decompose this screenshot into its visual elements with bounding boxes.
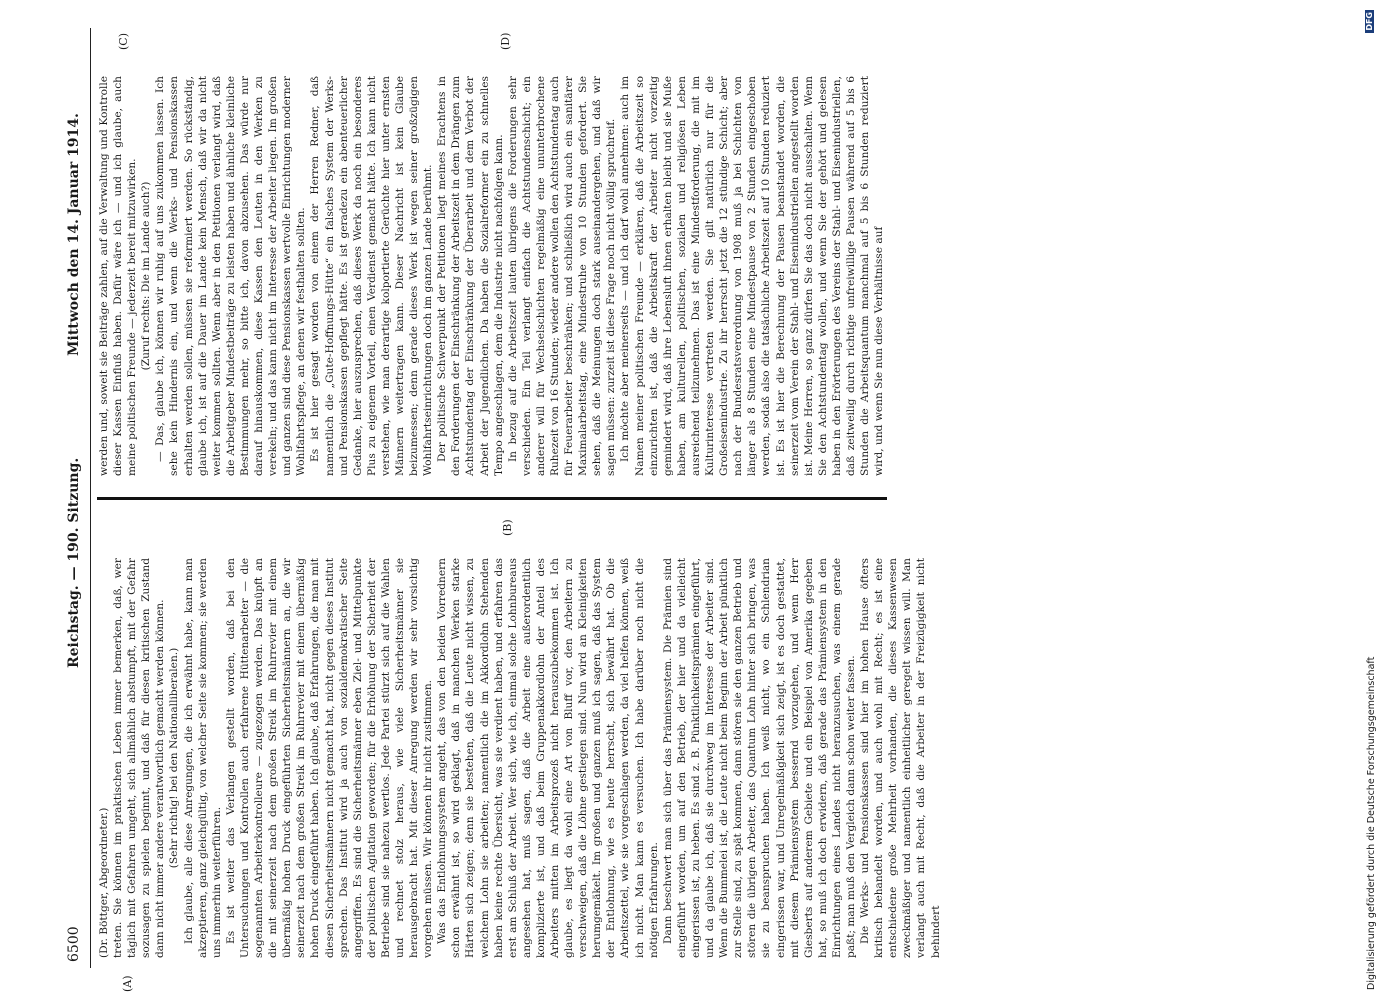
interjection: (Zuruf rechts: Die im Lande auch?): [140, 181, 153, 371]
left-column: [97, 558, 942, 958]
dfg-logo: DFG: [1365, 12, 1374, 31]
paragraph: werden und, soweit sie Beiträge zahlen, auf die Verwaltung und Kontrolle dieser Kassen Einfluß haben. Dafür wäre ich — und ich glaube, auch meine politischen Freunde — jederzeit bereit mitzuwirken.: [98, 76, 139, 476]
page-header: [62, 28, 91, 968]
paragraph: Es ist weiter das Verlangen gestellt worden, daß bei den Untersuchungen und Kontrollen auch erfahrene Hüttenarbeiter — die sogenannten Arbeiterkontrolleure — zugezogen werden. Das knüpft an die mit seinerzeit nach dem großen Streik im Ruhrrevier mit einem übermäßig hohen Druck eingeführten Sicherheitsmännern an, die wir seinerzeit nach dem großen Streik im Ruhrrevier mit einem übermäßig hohen Druck eingeführt haben. Ich glaube, daß Erfahrungen, die man mit diesen Sicherheitsmännern nicht gemacht hat, nicht gegen dieses Institut sprechen. Das Institut wird ja auch von sozialdemokratischer Seite angegriffen. Es sind die Sicherheitsmänner eben Ziel- und Mittelpunkte der politischen Agitation geworden; für die Erhöhung der Sicherheit der Betriebe sind sie nahezu wertlos. Jede Partei stürzt sich auf die Wahlen und rechnet stolz heraus, wie viele Sicherheitsmänner sie herausgebracht hat. Mit dieser Anregung werden wir sehr vorsichtig vorgehen müssen. Wir können ihr nicht zustimmen.: [224, 558, 435, 958]
right-column: [97, 76, 887, 476]
margin-marker-c: (C): [117, 33, 130, 50]
speaker-line: (Dr. Böttger, Abgeordneter.): [98, 807, 110, 958]
margin-marker-a: (A): [121, 975, 134, 992]
paragraph: In bezug auf die Arbeitszeit lauten übrigens die Forderungen sehr verschieden. Ein Teil verlangt einfach die Achtstundenschicht; ein anderer will für Wechselschichten regelmäßig eine ununterbrochene Ruhezeit von 16 Stunden; wieder andere wollen den Achtstundentag auch für Feuerarbeiter beschränken; und schließlich wird auch ein sanitärer Maximalarbeitstag, eine Mindestruhe von 10 Stunden gefordert. Sie sehen, daß die Meinungen doch stark auseinandergehen, und daß wir sagen müssen: zurzeit ist diese Frage noch nicht völlig spruchreif.: [506, 76, 618, 476]
paragraph: Die Werks- und Pensionskassen sind hier im hohen Hause öfters kritisch behandelt worden, und auch wohl mit Recht; es ist eine entschiedene große Mehrheit vorhanden, die dieses Kassenwesen zweckmäßiger und namentlich einheitlicher geregelt wissen will. Man verlangt auch mit Recht, daß die Arbeiter in der Freizügigkeit nicht behindert: [859, 558, 942, 958]
column-divider: [97, 497, 887, 500]
session-date: Mittwoch den 14. Januar 1914.: [66, 113, 82, 356]
paragraph: — Das, glaube ich, können wir ruhig auf uns zukommen lassen. Ich sehe kein Hindernis ein, und wenn die Werks- und Pensionskassen erhalten werden sollen, müssen sie reformiert werden. So rückständig, glaube ich, ist auf die Dauer im Lande kein Mensch, daß wir da nicht weiter kommen sollten. Wenn aber in den Petitionen verlangt wird, daß die Arbeitgeber Mindestbeiträge zu leisten haben und ähnliche kleinliche Bestimmungen mehr, so bitte ich, davon abzusehen. Das würde nur darauf hinauskommen, diese Kassen den Leuten in den Werken zu verekeln; und das kann nicht im Interesse der Arbeiter liegen. Im großen und ganzen sind diese Pensionskassen wertvolle Einrichtungen moderner Wohlfahrtspflege, an denen wir festhalten sollten.: [154, 76, 308, 476]
paragraph: Ich glaube, alle diese Anregungen, die ich erwähnt habe, kann man akzeptieren, ganz gleichgültig, von welcher Seite sie kommen; sie werden uns immerhin weiterführen.: [182, 558, 223, 958]
digitization-credit: [1366, 10, 1380, 990]
page-number: 6500: [66, 926, 82, 962]
interjection: (Sehr richtig! bei den Nationalliberalen.): [168, 647, 181, 869]
session-title: Reichstag. — 190. Sitzung.: [66, 457, 82, 668]
rotated-document-page: [62, 28, 942, 992]
margin-marker-d: (D): [499, 32, 512, 50]
margin-marker-b: (B): [501, 519, 514, 536]
paragraph: Der politische Schwerpunkt der Petitionen liegt meines Erachtens in den Forderungen der Einschränkung der Arbeitszeit in dem Drängen zum Achtstundentag der Einschränkung der Überarbeit und dem Verbot der Arbeit der Jugendlichen. Da haben die Sozialreformer ein zu schnelles Tempo angeschlagen, dem die Industrie nicht nachfolgen kann.: [436, 76, 505, 476]
paragraph: treten. Sie können im praktischen Leben immer bemerken, daß, wer täglich mit Gefahren umgeht, sich allmählich abstumpft, mit der Gefahr sozusagen zu spielen beginnt, und daß für diesen kritischen Zustand dann nicht immer andere verantwortlich gemacht werden können.: [112, 558, 167, 958]
text-columns: [91, 28, 942, 992]
paragraph: Ich möchte aber meinerseits — und ich darf wohl annehmen: auch im Namen meiner politischen Freunde — erklären, daß die Arbeitszeit so einzurichten ist, daß die Arbeitskraft der Arbeiter nicht vorzeitig gemindert wird, daß ihre Lebensluft ihnen erhalten bleibt und sie Muße haben, am kulturellen, politischen, sozialen und religiösen Leben ausreichend teilzunehmen. Das ist eine Mindestforderung, die mit im Kulturinteresse vertreten werden. Sie gilt natürlich nur für die Großeisenindustrie. Zu ihr herrscht jetzt die 12 stündige Schicht; aber nach der Bundesratsverordnung von 1908 muß ja bei Schichten von länger als 8 Stunden eine Mindestpause von 2 Stunden eingeschoben werden, sodaß also die tatsächliche Arbeitszeit auf 10 Stunden reduziert ist. Es ist hier die Berechnung der Pausen beanstandet worden, die seinerzeit vom Verein der Stahl- und Eisenindustriellen angestellt worden ist. Meine Herren, so ganz dürfen Sie das doch nicht ausschalten. Wenn Sie den Achtstundentag wollen, und wenn Sie der gehört und gelesen haben in den Erörterungen des Vereins der Stahl- und Eisenindustriellen, daß zeitweilig durch richtige unfreiwillige Pausen während auf 5 bis 6 Stunden die Arbeitsquantum manchmal auf 5 bis 6 Stunden reduziert wird, und wenn Sie nun diese Verhältnisse auf: [619, 76, 886, 476]
paragraph: Es ist hier gesagt worden von einem der Herren Redner, daß namentlich die „Gute-Hoffnungs-Hütte“ ein falsches System der Werks- und Pensionskassen gepflegt hätte. Es ist geradezu ein abenteuerlicher Gedanke, hier auszusprechen, daß dieses Werk da noch ein besonderes Plus zu eigenem Vorteil, einen Verdienst gemacht hätte. Ich kann nicht verstehen, wie man derartige kolportierte Gerüchte hier unter ernsten Männern weitertragen kann. Dieser Nachricht ist kein Glaube beizumessen; denn gerade dieses Werk ist wegen seiner großzügigen Wohlfahrtseinrichtungen doch im ganzen Lande berühmt.: [309, 76, 435, 476]
paragraph: Dann beschwert man sich über das Prämiensystem. Die Prämien sind eingeführt worden, um auf den Betrieb, der hier und da vielleicht eingerissen ist, zu heben. Es sind z. B. Pünktlichkeitsprämien eingeführt, und da glaube ich, daß sie durchweg im Interesse der Arbeiter sind. Wenn die Bummelei ist, die Leute nicht beim Beginn der Arbeit pünktlich zur Stelle sind, zu spät kommen, dann stören sie den ganzen Betrieb und stören die übrigen Arbeiter, das Quantum Lohn hinter sich bringen, was sie zu beanspruchen haben. Ich weiß nicht, wo ein Schlendrian eingerissen war, und Unregelmäßigkeit sich zeigt, ist es doch gestattet, mit diesem Prämiensystem bessernd vorzugehen, und wenn Herr Giesberts auf anderem Gebiete und ein Beispiel von Amerika gegeben hat, so muß ich doch erwidern, daß gerade das Prämiensystem in den Einrichtungen eines Landes nicht heranzusuchen, was einem gerade paßt; man muß den Vergleich dann schon weiter fassen.: [661, 558, 857, 958]
credit-text: Digitalisierung gefördert durch die Deutsche Forschungsgemeinschaft: [1366, 656, 1377, 990]
paragraph: Was das Entlohnungssystem angeht, das von den beiden Vorrednern schon erwähnt ist, so wird geklagt, daß in manchen Werken starke Härten sich zeigen; denn sie bestehen, daß die Leute nicht wissen, zu welchem Lohn sie arbeiten; namentlich die im Akkordlohn Stehenden haben keine rechte Übersicht, was sie verdient haben, und erfahren das erst am Schluß der Arbeit. Wer sich, wie ich, einmal solche Lohnbureaus angesehen hat, muß sagen, daß die Arbeit eine außerordentlich komplizierte ist, und daß beim Gruppenakkordlohn der Anteil des Arbeiters mitten im Arbeitsprozeß nicht herauszubekommen ist. Ich glaube, es liegt da wohl eine Art von Bluff vor, den Arbeitern zu verschweigen, daß die Löhne gestiegen sind. Nun wird an Kleinigkeiten herumgemäkelt. Im großen und ganzen muß ich sagen, daß das System der Entlohnung, wie es heute herrscht, sich bewährt hat. Ob die Arbeitszettel, wie sie vorgeschlagen werden, da viel helfen können, weiß ich nicht. Man kann es versuchen. Ich habe darüber noch nicht die nötigen Erfahrungen.: [436, 558, 660, 958]
